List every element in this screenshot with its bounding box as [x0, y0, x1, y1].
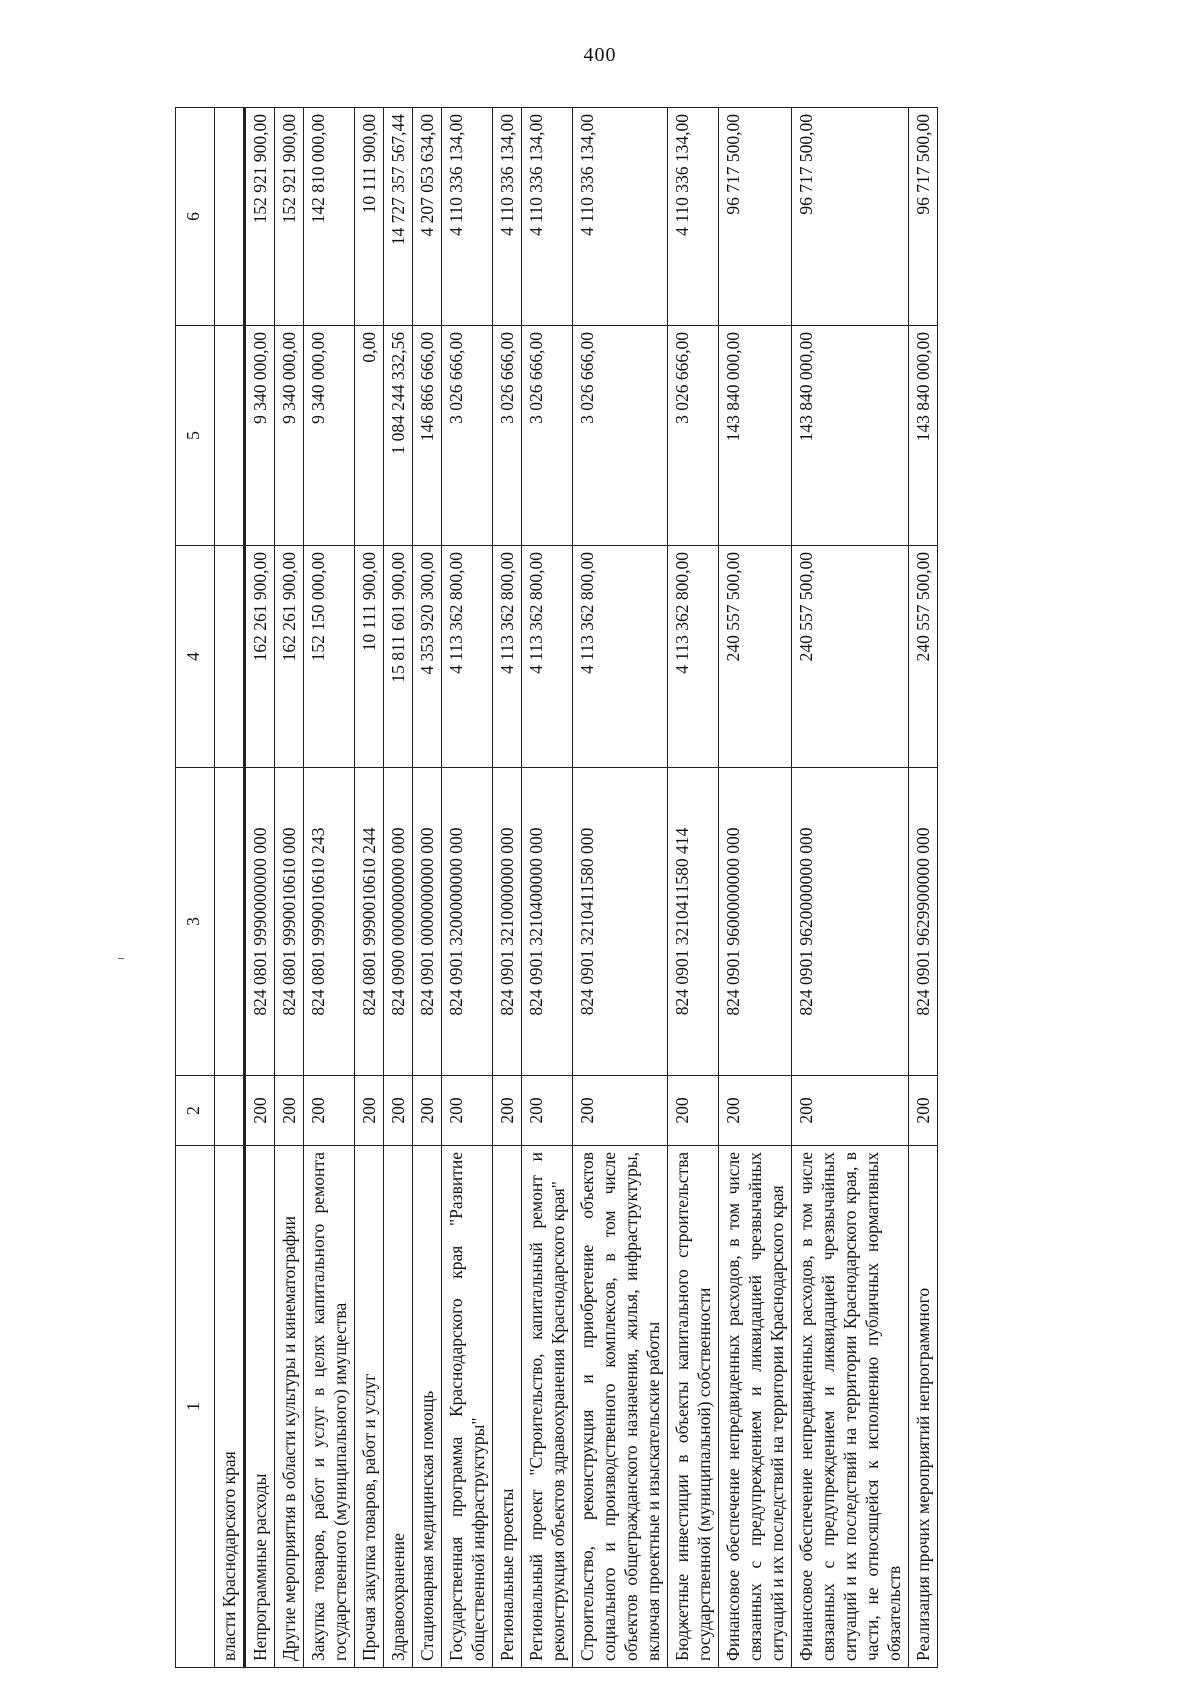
table-row	[355, 108, 384, 1668]
table-cell-v4: 4 113 362 800,00	[442, 546, 493, 768]
table-cell-v5: 146 866 666,00	[413, 326, 442, 546]
table-cell-name: Региональный проект "Строительство, капитальный ремонт и реконструкция объектов здравоохранения Краснодарского края"	[522, 1146, 573, 1668]
rotated-table-container	[175, 108, 1035, 1668]
table-cell-name: Финансовое обеспечение непредвиденных расходов, в том числе связанных с предупреждением и ликвидацией чрезвычайных ситуаций и их последствий на территории Краснодарского края	[719, 1146, 792, 1668]
header-cell-1: 1	[176, 1146, 215, 1668]
table-cell-code: 824 0901 3210400000 000	[522, 768, 573, 1076]
table-cell-col2: 200	[522, 1076, 573, 1146]
table-cell-v5: 9 340 000,00	[245, 326, 275, 546]
table-cell-v6: 14 727 357 567,44	[384, 108, 413, 326]
table-row	[245, 108, 275, 1668]
table-cell-v6: 4 110 336 134,00	[442, 108, 493, 326]
table-cell-v5: 143 840 000,00	[909, 326, 938, 546]
table-cell-v4: 15 811 601 900,00	[384, 546, 413, 768]
table-cell-name: Стационарная медицинская помощь	[413, 1146, 442, 1668]
table-cell-col2: 200	[413, 1076, 442, 1146]
table-cell-code: 824 0901 9600000000 000	[719, 768, 792, 1076]
table-row	[573, 108, 668, 1668]
table-cell-v4	[215, 546, 245, 768]
table-cell-name: Прочая закупка товаров, работ и услуг	[355, 1146, 384, 1668]
table-cell-code: 824 0801 9990010610 244	[355, 768, 384, 1076]
table-cell-code: 824 0901 0000000000 000	[413, 768, 442, 1076]
table-cell-v6: 152 921 900,00	[245, 108, 275, 326]
table-cell-v6: 152 921 900,00	[275, 108, 304, 326]
table-cell-v4: 4 353 920 300,00	[413, 546, 442, 768]
table-cell-col2: 200	[668, 1076, 719, 1146]
table-body	[215, 108, 938, 1668]
table-cell-code: 824 0801 9990010610 000	[275, 768, 304, 1076]
table-cell-v5: 3 026 666,00	[493, 326, 522, 546]
table-cell-v4: 240 557 500,00	[792, 546, 909, 768]
table-cell-name: Здравоохранение	[384, 1146, 413, 1668]
table-cell-v6: 96 717 500,00	[909, 108, 938, 326]
table-row	[909, 108, 938, 1668]
table-cell-v5: 9 340 000,00	[275, 326, 304, 546]
table-cell-v4: 4 113 362 800,00	[573, 546, 668, 768]
table-cell-col2: 200	[442, 1076, 493, 1146]
table-cell-name: власти Краснодарского края	[215, 1146, 245, 1668]
table-cell-col2: 200	[304, 1076, 355, 1146]
table-cell-col2: 200	[909, 1076, 938, 1146]
table-cell-col2	[215, 1076, 245, 1146]
table-cell-v4: 10 111 900,00	[355, 546, 384, 768]
table-cell-v4: 4 113 362 800,00	[668, 546, 719, 768]
table-cell-col2: 200	[493, 1076, 522, 1146]
table-cell-code: 824 0801 9990010610 243	[304, 768, 355, 1076]
table-cell-v4: 4 113 362 800,00	[493, 546, 522, 768]
table-cell-name: Закупка товаров, работ и услуг в целях капитального ремонта государственного (муниципального) имущества	[304, 1146, 355, 1668]
table-cell-v6: 96 717 500,00	[719, 108, 792, 326]
table-row	[522, 108, 573, 1668]
table-cell-name: Бюджетные инвестиции в объекты капитального строительства государственной (муниципальной) собственности	[668, 1146, 719, 1668]
table-cell-code: 824 0901 9629900000 000	[909, 768, 938, 1076]
table-row	[384, 108, 413, 1668]
table-cell-v6: 4 207 053 634,00	[413, 108, 442, 326]
table-cell-col2: 200	[275, 1076, 304, 1146]
table-row	[275, 108, 304, 1668]
table-cell-v5: 143 840 000,00	[719, 326, 792, 546]
table-cell-v5: 9 340 000,00	[304, 326, 355, 546]
table-row	[442, 108, 493, 1668]
table-cell-name: Непрограммные расходы	[245, 1146, 275, 1668]
table-cell-v5: 143 840 000,00	[792, 326, 909, 546]
header-cell-5: 5	[176, 326, 215, 546]
table-cell-v6: 4 110 336 134,00	[668, 108, 719, 326]
header-cell-6: 6	[176, 108, 215, 326]
table-cell-col2: 200	[719, 1076, 792, 1146]
table-cell-v5: 3 026 666,00	[522, 326, 573, 546]
table-cell-v5: 0,00	[355, 326, 384, 546]
table-row	[304, 108, 355, 1668]
table-cell-code: 824 0900 0000000000 000	[384, 768, 413, 1076]
table-cell-code: 824 0901 3210000000 000	[493, 768, 522, 1076]
table-cell-name: Региональные проекты	[493, 1146, 522, 1668]
table-cell-name: Государственная программа Краснодарского края "Развитие общественной инфраструктуры"	[442, 1146, 493, 1668]
table-cell-name: Строительство, реконструкция и приобретение объектов социального и производственного комплексов, в том числе объектов общегражданского назначения, жилья, инфраструктуры, включая проектные и изыскательские работы	[573, 1146, 668, 1668]
table-cell-v4: 240 557 500,00	[719, 546, 792, 768]
header-row	[176, 108, 215, 1668]
table-cell-code: 824 0901 3210411580 414	[668, 768, 719, 1076]
table-cell-code	[215, 768, 245, 1076]
table-cell-v5: 3 026 666,00	[573, 326, 668, 546]
table-cell-v4: 4 113 362 800,00	[522, 546, 573, 768]
table-cell-col2: 200	[384, 1076, 413, 1146]
table-row	[719, 108, 792, 1668]
table-cell-name: Финансовое обеспечение непредвиденных расходов, в том числе связанных с предупреждением и ликвидацией чрезвычайных ситуаций и их последствий на территории Краснодарского края, в части, не относящейся к исполнению публичных нормативных обязательств	[792, 1146, 909, 1668]
table-cell-v6: 4 110 336 134,00	[522, 108, 573, 326]
table-cell-v6: 96 717 500,00	[792, 108, 909, 326]
table-cell-v6: 4 110 336 134,00	[493, 108, 522, 326]
table-cell-v6: 4 110 336 134,00	[573, 108, 668, 326]
header-cell-4: 4	[176, 546, 215, 768]
table-row	[792, 108, 909, 1668]
table-cell-name: Реализация прочих мероприятий непрограммного	[909, 1146, 938, 1668]
table-cell-v4: 152 150 000,00	[304, 546, 355, 768]
table-cell-code: 824 0901 3200000000 000	[442, 768, 493, 1076]
table-row	[493, 108, 522, 1668]
table-cell-v6: 142 810 000,00	[304, 108, 355, 326]
table-row	[215, 108, 245, 1668]
table-cell-v5: 1 084 244 332,56	[384, 326, 413, 546]
table-cell-code: 824 0901 9620000000 000	[792, 768, 909, 1076]
header-cell-3: 3	[176, 768, 215, 1076]
scan-mark	[118, 958, 124, 959]
table-row	[413, 108, 442, 1668]
table-cell-v5: 3 026 666,00	[668, 326, 719, 546]
table-cell-v6: 10 111 900,00	[355, 108, 384, 326]
table-cell-v5	[215, 326, 245, 546]
table-cell-code: 824 0901 3210411580 000	[573, 768, 668, 1076]
page-number: 400	[583, 44, 617, 66]
table-cell-v4: 162 261 900,00	[275, 546, 304, 768]
table-cell-v5: 3 026 666,00	[442, 326, 493, 546]
table-cell-col2: 200	[573, 1076, 668, 1146]
table-cell-v4: 240 557 500,00	[909, 546, 938, 768]
table-cell-name: Другие мероприятия в области культуры и кинематографии	[275, 1146, 304, 1668]
table-cell-v6	[215, 108, 245, 326]
table-row	[668, 108, 719, 1668]
table-cell-col2: 200	[245, 1076, 275, 1146]
budget-table	[175, 107, 938, 1668]
header-cell-2: 2	[176, 1076, 215, 1146]
table-cell-col2: 200	[792, 1076, 909, 1146]
table-cell-v4: 162 261 900,00	[245, 546, 275, 768]
table-cell-code: 824 0801 9990000000 000	[245, 768, 275, 1076]
table-cell-col2: 200	[355, 1076, 384, 1146]
